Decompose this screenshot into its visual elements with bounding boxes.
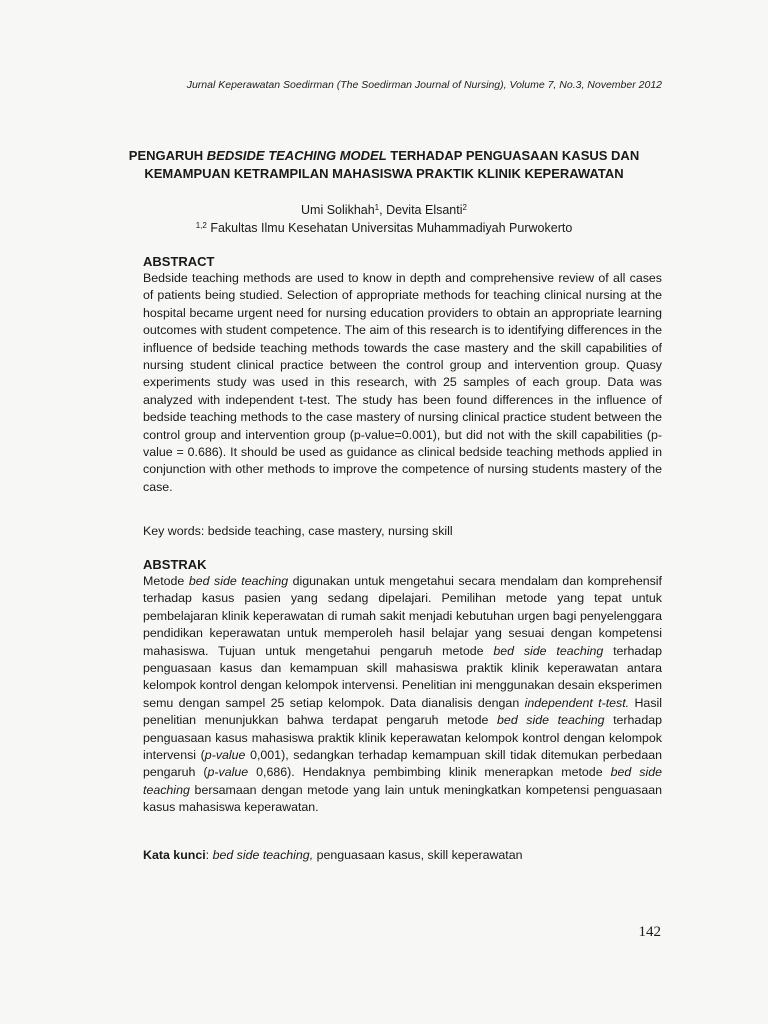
abstrak-text: bersamaan dengan metode yang lain untuk meningkatkan kompetensi penguasaan kasus mahasiswa keperawatan. bbox=[143, 782, 662, 815]
abstrak-text: digunakan untuk mengetahui secara mendalam dan komprehensif terhadap kasus pasien yang sedang dipelajari. Pemilihan metode yang tepat untuk pembelajaran klinik keperawatan di rumah sakit menjadi kebutuhan urgen bagi penyelenggara pendidikan keperawatan untuk memperoleh hasil belajar yang sesuai dengan kompetensi mahasiswa. Tujuan untuk mengetahui pengaruh metode bbox=[143, 574, 662, 658]
abstrak-italic: p-value bbox=[204, 748, 246, 763]
abstract-keywords: Key words: bedside teaching, case mastery, nursing skill bbox=[143, 524, 453, 538]
affiliation-line bbox=[120, 219, 648, 237]
title-part-1: PENGARUH bbox=[128, 148, 207, 163]
author-1-superscript: 1 bbox=[374, 203, 380, 212]
kata-kunci-colon: : bbox=[205, 848, 213, 862]
abstrak-text: 0,001), sedangkan terhadap kemampuan skill tidak ditemukan perbedaan pengaruh ( bbox=[143, 748, 662, 780]
affiliation-text: Fakultas Ilmu Kesehatan Universitas Muhammadiyah Purwokerto bbox=[206, 221, 573, 235]
abstrak-italic: independent t-test. bbox=[524, 695, 630, 710]
article-title bbox=[120, 147, 648, 183]
abstrak-heading: ABSTRAK bbox=[143, 557, 207, 572]
abstrak-text: terhadap penguasaan kasus mahasiswa praktik klinik keperawatan kelompok kontrol dengan kelompok intervensi ( bbox=[143, 713, 663, 763]
page-number: 142 bbox=[638, 924, 661, 940]
kata-kunci-rest: penguasaan kasus, skill keperawatan bbox=[313, 848, 523, 862]
abstrak-italic: p-value bbox=[207, 765, 249, 780]
abstrak-text: terhadap penguasaan kasus dan kemampuan skill mahasiswa praktik klinik keperawatan antara kelompok kontrol dengan kelompok intervensi. Penelitian ini menggunakan desain eksperimen semu dengan sampel 25 setiap kelompok. Data dianalisis dengan bbox=[143, 643, 662, 710]
abstrak-italic: bed side teaching bbox=[143, 765, 662, 797]
abstrak-body bbox=[143, 573, 662, 817]
abstrak-text: 0,686). Hendaknya pembimbing klinik menerapkan metode bbox=[248, 765, 611, 780]
title-part-3: TERHADAP PENGUASAAN KASUS DAN KEMAMPUAN KETRAMPILAN MAHASISWA PRAKTIK KLINIK KEPERAWATAN bbox=[144, 148, 640, 181]
abstrak-italic: bed side teaching bbox=[497, 713, 605, 728]
abstrak-italic: bed side teaching bbox=[188, 574, 289, 588]
abstract-heading: ABSTRACT bbox=[143, 254, 215, 269]
abstract-body: Bedside teaching methods are used to know in depth and comprehensive review of all cases of patients being studied. Selection of appropriate methods for teaching clinical nursing at the hospital became urgent need for nursing education providers to obtain an appropriate learning outcomes with student competence. The aim of this research is to identifying differences in the influence of bedside teaching methods towards the case mastery and the skill capabilities of nursing student clinical practice between the control group and intervention group. Quasy experiments study was used in this research, with 25 samples of each group. Data was analyzed with independent t-test. The study has been found differences in the influence of bedside teaching methods to the case mastery of nursing clinical practice student between the control group and intervention group (p-value=0.001), but did not with the skill capabilities (p-value = 0.686). It should be used as guidance as clinical bedside teaching methods applied in conjunction with other methods to improve the competence of nursing students mastery of the case. bbox=[143, 271, 662, 494]
abstrak-italic: bed side teaching bbox=[493, 643, 604, 658]
author-2: Devita Elsanti bbox=[386, 203, 463, 217]
title-italic-part: BEDSIDE TEACHING MODEL bbox=[206, 148, 387, 163]
author-separator: , bbox=[379, 203, 387, 217]
kata-kunci-label: Kata kunci bbox=[143, 848, 206, 862]
journal-header: Jurnal Keperawatan Soedirman (The Soedirman Journal of Nursing), Volume 7, No.3, November 2012 bbox=[186, 79, 662, 91]
author-2-superscript: 2 bbox=[462, 203, 467, 212]
abstrak-text: Metode bbox=[143, 574, 189, 588]
kata-kunci-italic: bed side teaching, bbox=[212, 848, 314, 862]
author-line bbox=[120, 201, 648, 219]
author-1: Umi Solikhah bbox=[301, 203, 375, 217]
abstrak-text: Hasil penelitian menunjukkan bahwa terdapat pengaruh metode bbox=[143, 695, 663, 728]
kata-kunci-line bbox=[143, 847, 662, 864]
affiliation-superscript: 1,2 bbox=[195, 221, 207, 230]
